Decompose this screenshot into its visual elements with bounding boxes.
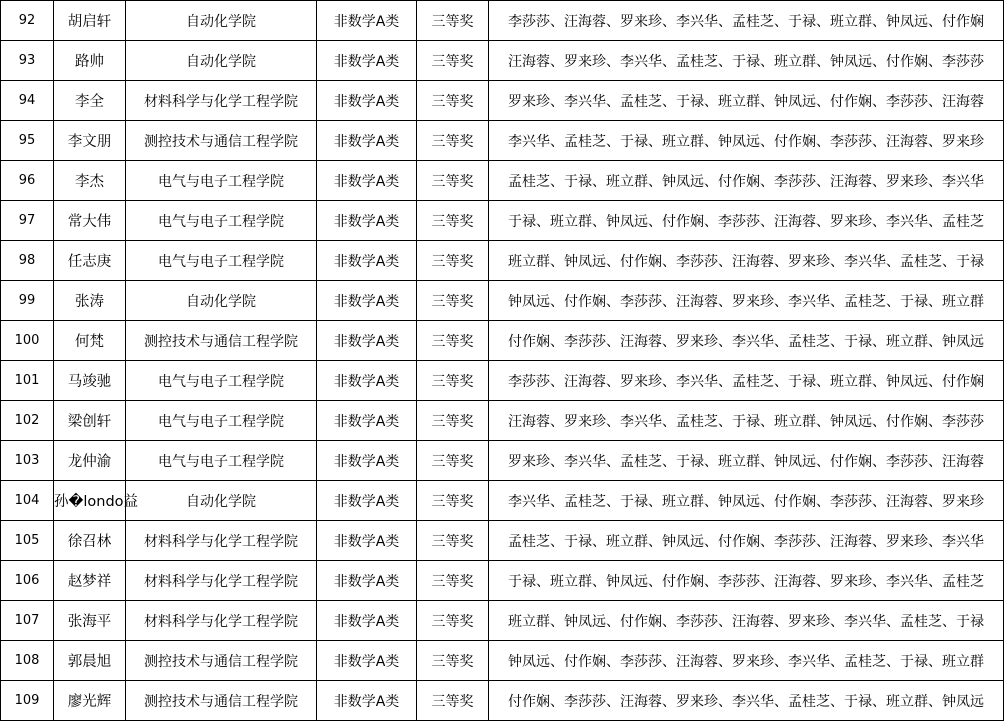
college-name: 自动化学院 — [126, 281, 317, 321]
row-number: 109 — [1, 681, 54, 721]
advisor-list: 孟桂芝、于禄、班立群、钟凤远、付作娴、李莎莎、汪海蓉、罗来珍、李兴华 — [489, 521, 1004, 561]
row-number: 102 — [1, 401, 54, 441]
row-number: 94 — [1, 81, 54, 121]
table-row — [1, 361, 1004, 401]
table-row — [1, 401, 1004, 441]
advisor-list: 罗来珍、李兴华、孟桂芝、于禄、班立群、钟凤远、付作娴、李莎莎、汪海蓉 — [489, 81, 1004, 121]
contest-category: 非数学A类 — [317, 481, 417, 521]
award-level: 三等奖 — [417, 321, 489, 361]
student-name: 孙�londo益 — [54, 481, 126, 521]
table-row — [1, 681, 1004, 721]
row-number: 106 — [1, 561, 54, 601]
student-name: 路帅 — [54, 41, 126, 81]
award-level: 三等奖 — [417, 81, 489, 121]
advisor-list: 班立群、钟凤远、付作娴、李莎莎、汪海蓉、罗来珍、李兴华、孟桂芝、于禄 — [489, 241, 1004, 281]
contest-category: 非数学A类 — [317, 521, 417, 561]
advisor-list: 钟凤远、付作娴、李莎莎、汪海蓉、罗来珍、李兴华、孟桂芝、于禄、班立群 — [489, 641, 1004, 681]
advisor-list: 孟桂芝、于禄、班立群、钟凤远、付作娴、李莎莎、汪海蓉、罗来珍、李兴华 — [489, 161, 1004, 201]
advisor-list: 汪海蓉、罗来珍、李兴华、孟桂芝、于禄、班立群、钟凤远、付作娴、李莎莎 — [489, 401, 1004, 441]
college-name: 自动化学院 — [126, 41, 317, 81]
contest-category: 非数学A类 — [317, 241, 417, 281]
advisor-list: 李莎莎、汪海蓉、罗来珍、李兴华、孟桂芝、于禄、班立群、钟凤远、付作娴 — [489, 361, 1004, 401]
contest-category: 非数学A类 — [317, 361, 417, 401]
advisor-list: 付作娴、李莎莎、汪海蓉、罗来珍、李兴华、孟桂芝、于禄、班立群、钟凤远 — [489, 681, 1004, 721]
row-number: 98 — [1, 241, 54, 281]
student-name: 张海平 — [54, 601, 126, 641]
award-level: 三等奖 — [417, 201, 489, 241]
college-name: 电气与电子工程学院 — [126, 441, 317, 481]
award-level: 三等奖 — [417, 241, 489, 281]
row-number: 104 — [1, 481, 54, 521]
contest-category: 非数学A类 — [317, 441, 417, 481]
student-name: 龙仲渝 — [54, 441, 126, 481]
award-level: 三等奖 — [417, 401, 489, 441]
student-name: 张涛 — [54, 281, 126, 321]
table-row — [1, 521, 1004, 561]
student-name: 李杰 — [54, 161, 126, 201]
contest-category: 非数学A类 — [317, 401, 417, 441]
table-row — [1, 281, 1004, 321]
award-level: 三等奖 — [417, 41, 489, 81]
row-number: 101 — [1, 361, 54, 401]
student-name: 何梵 — [54, 321, 126, 361]
contest-category: 非数学A类 — [317, 321, 417, 361]
advisor-list: 李莎莎、汪海蓉、罗来珍、李兴华、孟桂芝、于禄、班立群、钟凤远、付作娴 — [489, 1, 1004, 41]
contest-category: 非数学A类 — [317, 121, 417, 161]
award-level: 三等奖 — [417, 281, 489, 321]
student-name: 梁创轩 — [54, 401, 126, 441]
table-row — [1, 561, 1004, 601]
contest-category: 非数学A类 — [317, 201, 417, 241]
row-number: 97 — [1, 201, 54, 241]
award-level: 三等奖 — [417, 121, 489, 161]
contest-category: 非数学A类 — [317, 681, 417, 721]
row-number: 92 — [1, 1, 54, 41]
college-name: 材料科学与化学工程学院 — [126, 81, 317, 121]
student-name: 李文朋 — [54, 121, 126, 161]
contest-category: 非数学A类 — [317, 161, 417, 201]
college-name: 电气与电子工程学院 — [126, 161, 317, 201]
advisor-list: 付作娴、李莎莎、汪海蓉、罗来珍、李兴华、孟桂芝、于禄、班立群、钟凤远 — [489, 321, 1004, 361]
advisor-list: 班立群、钟凤远、付作娴、李莎莎、汪海蓉、罗来珍、李兴华、孟桂芝、于禄 — [489, 601, 1004, 641]
advisor-list: 汪海蓉、罗来珍、李兴华、孟桂芝、于禄、班立群、钟凤远、付作娴、李莎莎 — [489, 41, 1004, 81]
table-row — [1, 321, 1004, 361]
award-level: 三等奖 — [417, 561, 489, 601]
row-number: 103 — [1, 441, 54, 481]
college-name: 自动化学院 — [126, 1, 317, 41]
advisor-list: 李兴华、孟桂芝、于禄、班立群、钟凤远、付作娴、李莎莎、汪海蓉、罗来珍 — [489, 481, 1004, 521]
student-name: 李全 — [54, 81, 126, 121]
student-name: 赵梦祥 — [54, 561, 126, 601]
table-row — [1, 1, 1004, 41]
row-number: 108 — [1, 641, 54, 681]
table-row — [1, 241, 1004, 281]
row-number: 99 — [1, 281, 54, 321]
college-name: 测控技术与通信工程学院 — [126, 681, 317, 721]
contest-category: 非数学A类 — [317, 81, 417, 121]
advisor-list: 于禄、班立群、钟凤远、付作娴、李莎莎、汪海蓉、罗来珍、李兴华、孟桂芝 — [489, 201, 1004, 241]
table-row — [1, 81, 1004, 121]
award-level: 三等奖 — [417, 1, 489, 41]
contest-category: 非数学A类 — [317, 641, 417, 681]
contest-category: 非数学A类 — [317, 41, 417, 81]
student-name: 常大伟 — [54, 201, 126, 241]
award-level: 三等奖 — [417, 641, 489, 681]
award-level: 三等奖 — [417, 681, 489, 721]
award-level: 三等奖 — [417, 161, 489, 201]
college-name: 电气与电子工程学院 — [126, 201, 317, 241]
college-name: 材料科学与化学工程学院 — [126, 561, 317, 601]
row-number: 93 — [1, 41, 54, 81]
student-name: 任志庚 — [54, 241, 126, 281]
award-level: 三等奖 — [417, 441, 489, 481]
student-name: 胡启轩 — [54, 1, 126, 41]
row-number: 107 — [1, 601, 54, 641]
advisor-list: 李兴华、孟桂芝、于禄、班立群、钟凤远、付作娴、李莎莎、汪海蓉、罗来珍 — [489, 121, 1004, 161]
row-number: 105 — [1, 521, 54, 561]
advisor-list: 钟凤远、付作娴、李莎莎、汪海蓉、罗来珍、李兴华、孟桂芝、于禄、班立群 — [489, 281, 1004, 321]
table-row — [1, 441, 1004, 481]
row-number: 95 — [1, 121, 54, 161]
college-name: 电气与电子工程学院 — [126, 401, 317, 441]
contest-category: 非数学A类 — [317, 561, 417, 601]
college-name: 材料科学与化学工程学院 — [126, 521, 317, 561]
college-name: 测控技术与通信工程学院 — [126, 641, 317, 681]
college-name: 电气与电子工程学院 — [126, 361, 317, 401]
college-name: 自动化学院 — [126, 481, 317, 521]
student-name: 马竣驰 — [54, 361, 126, 401]
table-row — [1, 481, 1004, 521]
advisor-list: 于禄、班立群、钟凤远、付作娴、李莎莎、汪海蓉、罗来珍、李兴华、孟桂芝 — [489, 561, 1004, 601]
college-name: 测控技术与通信工程学院 — [126, 121, 317, 161]
row-number: 100 — [1, 321, 54, 361]
table-row — [1, 41, 1004, 81]
advisor-list: 罗来珍、李兴华、孟桂芝、于禄、班立群、钟凤远、付作娴、李莎莎、汪海蓉 — [489, 441, 1004, 481]
table-row — [1, 641, 1004, 681]
table-row — [1, 601, 1004, 641]
award-level: 三等奖 — [417, 361, 489, 401]
table-row — [1, 121, 1004, 161]
contest-category: 非数学A类 — [317, 1, 417, 41]
college-name: 材料科学与化学工程学院 — [126, 601, 317, 641]
award-table-body — [1, 1, 1004, 721]
table-row — [1, 161, 1004, 201]
college-name: 测控技术与通信工程学院 — [126, 321, 317, 361]
row-number: 96 — [1, 161, 54, 201]
student-name: 徐召林 — [54, 521, 126, 561]
award-level: 三等奖 — [417, 481, 489, 521]
contest-category: 非数学A类 — [317, 601, 417, 641]
award-level: 三等奖 — [417, 521, 489, 561]
student-name: 郭晨旭 — [54, 641, 126, 681]
award-level: 三等奖 — [417, 601, 489, 641]
table-row — [1, 201, 1004, 241]
college-name: 电气与电子工程学院 — [126, 241, 317, 281]
contest-category: 非数学A类 — [317, 281, 417, 321]
student-name: 廖光辉 — [54, 681, 126, 721]
